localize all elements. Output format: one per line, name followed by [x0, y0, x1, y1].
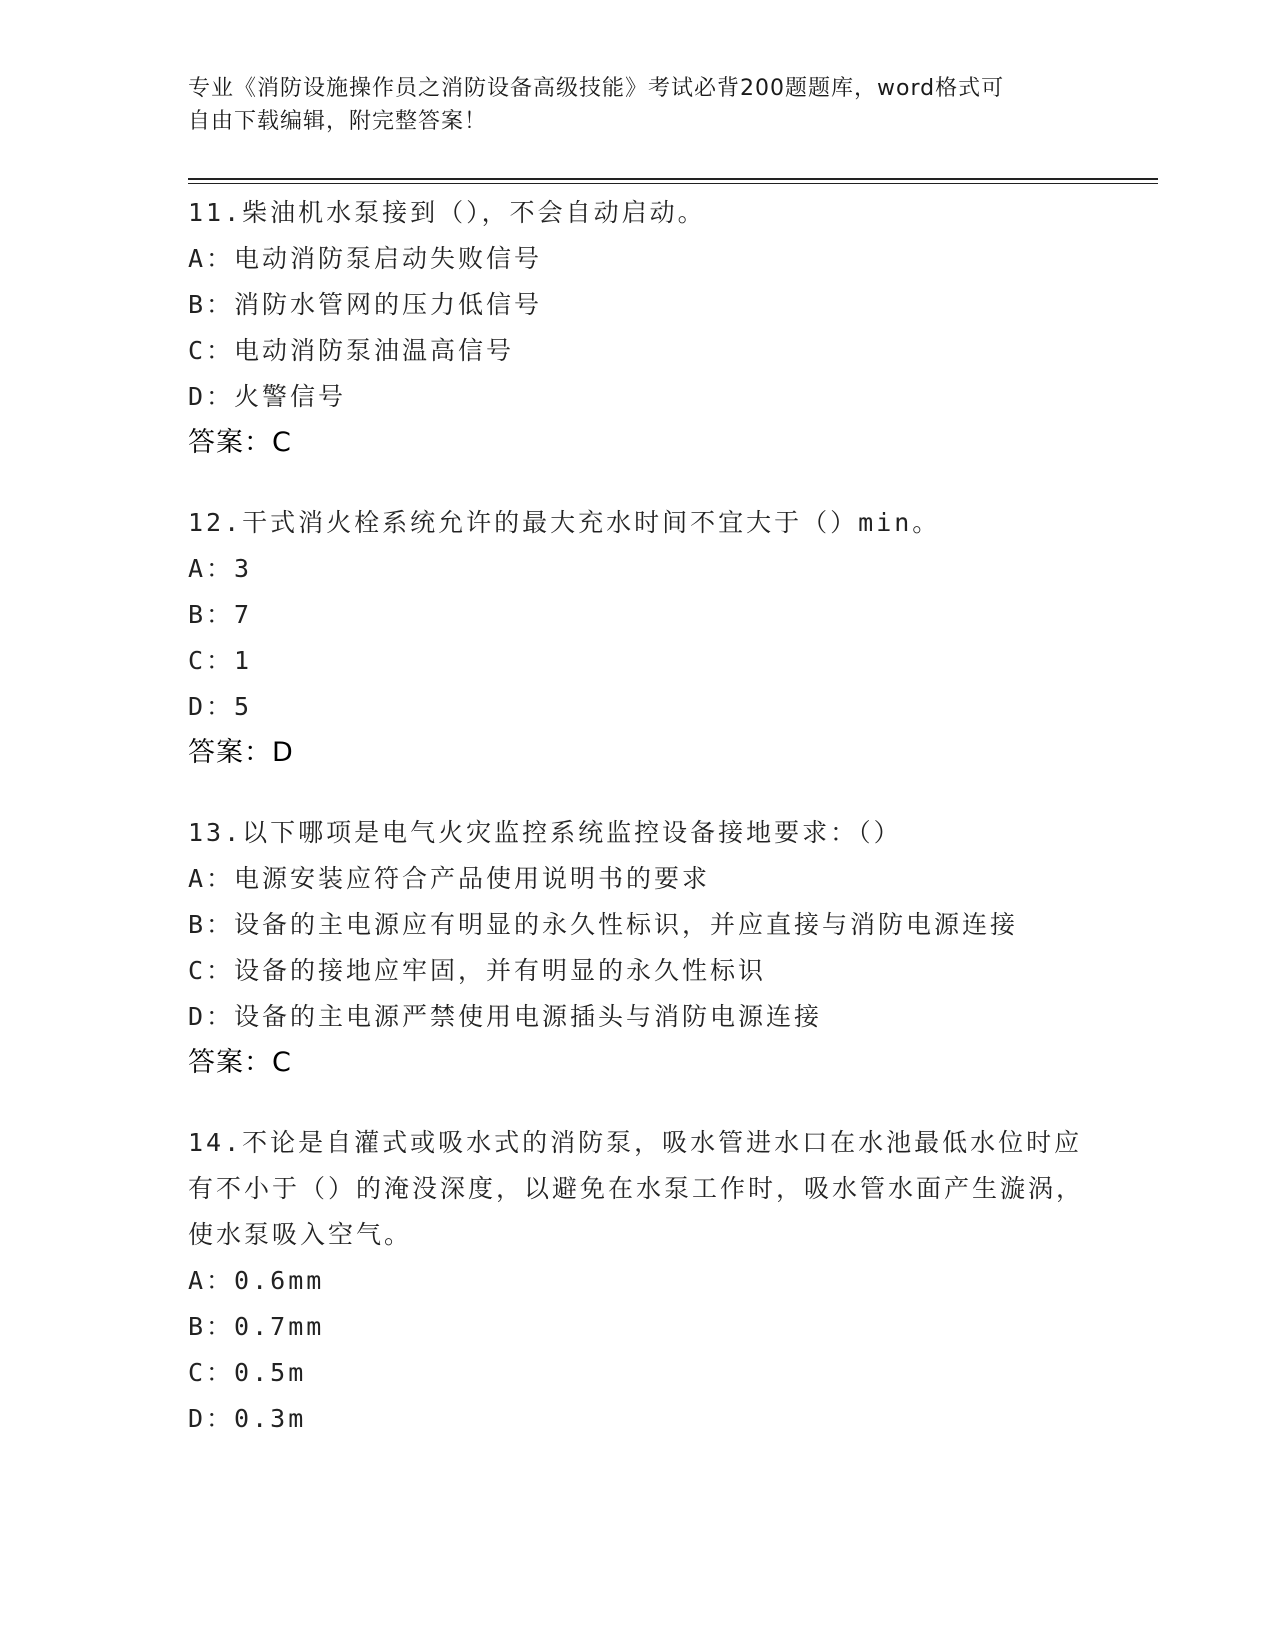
option-d: D：5: [188, 692, 253, 721]
option-a: A：电动消防泵启动失败信号: [188, 244, 543, 273]
option-b: B：消防水管网的压力低信号: [188, 290, 543, 319]
header-line-2: 自由下载编辑，附完整答案！: [188, 109, 488, 134]
option-d: D：火警信号: [188, 382, 347, 411]
question-stem: 14.不论是自灌式或吸水式的消防泵，吸水管进水口在水池最低水位时应有不小于（）的淹没深度，以避免在水泵工作时，吸水管水面产生漩涡，使水泵吸入空气。: [188, 1128, 1085, 1249]
option-b: B：7: [188, 600, 253, 629]
option-a: A：电源安装应符合产品使用说明书的要求: [188, 864, 711, 893]
header-divider-thin: [188, 183, 1158, 184]
option-c: C：1: [188, 646, 253, 675]
question-stem: 11.柴油机水泵接到（），不会自动启动。: [188, 198, 706, 227]
question-14: [188, 1120, 1088, 1442]
option-a: A：3: [188, 554, 253, 583]
header-line-1: 专业《消防设施操作员之消防设备高级技能》考试必背200题题库，word格式可: [188, 76, 1005, 101]
header-divider-thick: [188, 178, 1158, 180]
question-list: [188, 190, 1088, 1476]
answer-line: 答案：D: [188, 737, 294, 768]
question-stem: 12.干式消火栓系统允许的最大充水时间不宜大于（）min。: [188, 508, 941, 537]
question-12: [188, 500, 1088, 776]
option-d: D：0.3m: [188, 1404, 307, 1433]
question-13: [188, 810, 1088, 1086]
option-c: C：电动消防泵油温高信号: [188, 336, 515, 365]
question-stem: 13.以下哪项是电气火灾监控系统监控设备接地要求：（）: [188, 818, 902, 847]
option-a: A：0.6mm: [188, 1266, 325, 1295]
question-11: [188, 190, 1088, 466]
option-b: B：设备的主电源应有明显的永久性标识，并应直接与消防电源连接: [188, 910, 1019, 939]
option-c: C：设备的接地应牢固，并有明显的永久性标识: [188, 956, 767, 985]
answer-line: 答案：C: [188, 1047, 292, 1078]
option-b: B：0.7mm: [188, 1312, 325, 1341]
option-c: C：0.5m: [188, 1358, 307, 1387]
option-d: D：设备的主电源严禁使用电源插头与消防电源连接: [188, 1002, 823, 1031]
document-header: [188, 72, 1068, 138]
answer-line: 答案：C: [188, 427, 292, 458]
